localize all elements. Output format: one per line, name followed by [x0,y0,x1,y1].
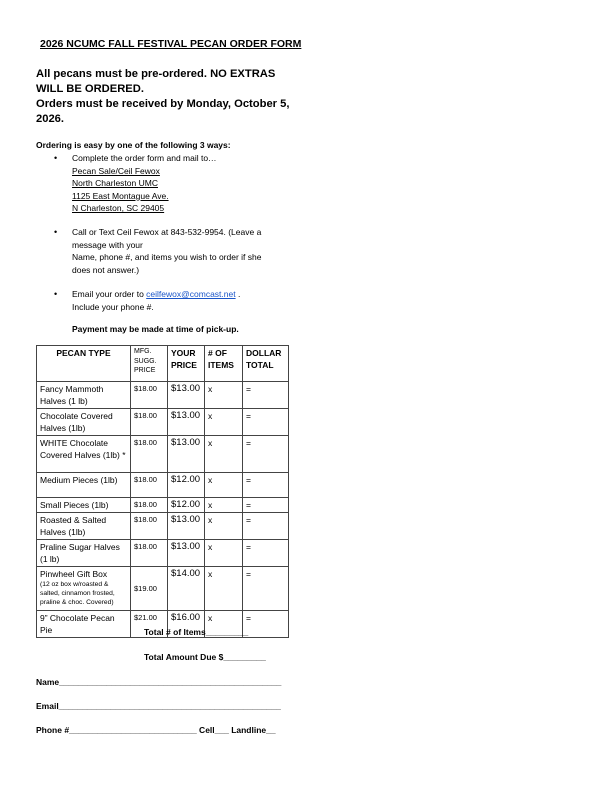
bullet-icon: • [54,289,58,299]
table-row [37,409,289,436]
call-line: message with your [72,239,143,250]
deadline-notice: Orders must be received by Monday, October 5, 2026. [36,98,290,125]
name-field[interactable]: Name_______________________________________________ [36,677,282,687]
payment-note: Payment may be made at time of pick-up. [72,324,239,334]
pecan-type: Fancy Mammoth Halves (1 lb) [37,382,131,409]
option-call [54,226,262,276]
headline-notice [36,67,296,127]
pecan-type: WHITE Chocolate Covered Halves (1lb) * [37,436,131,473]
email-line [72,288,240,301]
your-price: $14.00 [168,567,205,611]
item-count-field[interactable]: x [205,498,243,513]
your-price: $13.00 [168,436,205,473]
msrp: $21.00 [131,611,168,638]
msrp: $18.00 [131,473,168,498]
pecan-type: Small Pieces (1lb) [37,498,131,513]
item-count-field[interactable]: x [205,436,243,473]
dollar-total-field[interactable]: = [243,611,289,638]
order-table [36,345,289,638]
total-items-field[interactable]: Total # of Items_________ [144,627,249,637]
mail-intro: Complete the order form and mail to… [72,153,217,163]
item-count-field[interactable]: x [205,473,243,498]
your-price: $13.00 [168,513,205,540]
dollar-total-field[interactable]: = [243,498,289,513]
table-row [37,498,289,513]
call-line: Call or Text Ceil Fewox at 843-532-9954. (Leave a [72,227,262,237]
table-row [37,513,289,540]
header-items: # OF ITEMS [205,346,243,382]
email-field[interactable]: Email_______________________________________________ [36,701,281,711]
address-line: 1125 East Montague Ave. [72,190,169,201]
item-count-field[interactable]: x [205,540,243,567]
msrp: $18.00 [131,498,168,513]
msrp: $18.00 [131,409,168,436]
dollar-total-field[interactable]: = [243,382,289,409]
dollar-total-field[interactable]: = [243,567,289,611]
total-amount-field[interactable]: Total Amount Due $_________ [144,652,266,662]
table-row [37,540,289,567]
header-pecan-type: PECAN TYPE [37,346,131,382]
pecan-type: 9” Chocolate Pecan Pie [37,611,131,638]
email-phone-note: Include your phone #. [72,301,154,312]
address-line: N Charleston, SC 29405 [72,203,165,213]
pecan-type: Roasted & Salted Halves (1lb) [37,513,131,540]
table-row [37,382,289,409]
bullet-icon: • [54,153,58,163]
option-email [54,288,241,313]
table-row [37,473,289,498]
header-msrp: MFG. SUGG. PRICE [131,346,168,382]
item-count-field[interactable]: x [205,567,243,611]
email-prefix: Email your order to [72,289,147,299]
your-price: $12.00 [168,473,205,498]
call-line: Name, phone #, and items you wish to order if she [72,252,262,262]
your-price: $12.00 [168,498,205,513]
msrp: $18.00 [131,382,168,409]
header-dollar-total: DOLLAR TOTAL [243,346,289,382]
dollar-total-field[interactable]: = [243,513,289,540]
table-row [37,567,289,611]
pecan-type [37,567,131,611]
pecan-type: Praline Sugar Halves (1 lb) [37,540,131,567]
pecan-type-description: (12 oz box w/roasted & salted, cinnamon frosted, praline & choc. Covered) [40,581,115,606]
your-price: $16.00 [168,611,205,638]
preorder-notice: All pecans must be pre-ordered. NO EXTRAS WILL BE ORDERED. [36,68,276,95]
dollar-total-field[interactable]: = [243,409,289,436]
table-row [37,436,289,473]
msrp: $18.00 [131,513,168,540]
email-link[interactable]: ceilfewox@comcast.net [146,289,236,299]
header-your-price: YOUR PRICE [168,346,205,382]
pecan-type: Medium Pieces (1lb) [37,473,131,498]
pecan-type-name: Pinwheel Gift Box [40,569,108,579]
option-mail [54,152,217,215]
phone-field[interactable]: Phone #___________________________ Cell___ Landline__ [36,725,276,735]
dollar-total-field[interactable]: = [243,473,289,498]
bullet-icon: • [54,227,58,237]
msrp: $19.00 [131,567,168,611]
item-count-field[interactable]: x [205,409,243,436]
pecan-type: Chocolate Covered Halves (1lb) [37,409,131,436]
table-header-row [37,346,289,382]
dollar-total-field[interactable]: = [243,436,289,473]
your-price: $13.00 [168,409,205,436]
address-line: Pecan Sale/Ceil Fewox [72,165,160,176]
msrp: $18.00 [131,436,168,473]
email-suffix: . [235,289,241,299]
item-count-field[interactable]: x [205,382,243,409]
ordering-heading: Ordering is easy by one of the following 3 ways: [36,140,231,150]
form-title: 2026 NCUMC FALL FESTIVAL PECAN ORDER FORM [40,38,302,50]
address-line: North Charleston UMC [72,178,158,188]
dollar-total-field[interactable]: = [243,540,289,567]
your-price: $13.00 [168,540,205,567]
your-price: $13.00 [168,382,205,409]
call-line: does not answer.) [72,264,140,275]
msrp: $18.00 [131,540,168,567]
item-count-field[interactable]: x [205,513,243,540]
item-count-field[interactable]: x [205,611,243,638]
